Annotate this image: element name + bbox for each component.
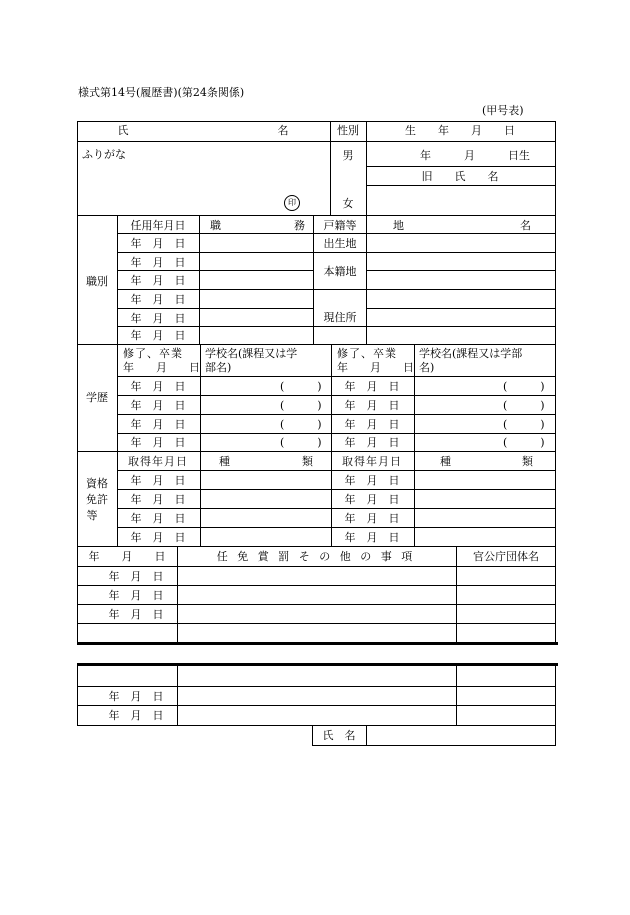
history-date-cell: 年 月 日 [108,690,164,703]
edu-date-cell: 年 月 日 [130,399,186,412]
history-date-cell: 年 月 日 [108,570,164,583]
license-date-header: 取得年月日 [128,455,188,468]
edu-date-header-1-right: 修了、卒業 [337,347,397,360]
license-side-label-2: 免許 [86,493,108,506]
birth-date-header: 生 年 月 日 [405,124,515,137]
license-date-cell: 年 月 日 [130,531,186,544]
sex-label: 性別 [337,124,359,137]
license-date-cell-right: 年 月 日 [344,474,400,487]
edu-paren: ( ) [280,436,322,449]
edu-date-header-2: 年 月 日 [123,361,200,374]
edu-date-cell-right: 年 月 日 [344,380,400,393]
name-label: 氏 [117,124,129,137]
place-header-2: 名 [520,219,531,232]
female-option[interactable]: 女 [342,197,354,210]
furigana-label: ふりがな [82,148,126,161]
history-org-header: 官公庁団体名 [473,550,539,563]
duty-header-1: 職 [210,219,221,232]
appointment-date-header: 任用年月日 [130,219,186,232]
edu-paren-right: ( ) [503,436,545,449]
occupation-date-cell: 年 月 日 [130,293,186,306]
license-kind-header-2: 類 [302,455,313,468]
license-side-label-1: 資格 [86,477,108,490]
edu-date-header-2-right: 年 月 日 [337,361,414,374]
license-kind-header-2-right: 類 [522,455,533,468]
edu-paren: ( ) [280,399,322,412]
edu-school-header-1-right: 学校名(課程又は学部 [419,347,523,360]
history-date-header: 年 月 日 [88,550,166,563]
history-date-cell: 年 月 日 [108,709,164,722]
license-date-header-right: 取得年月日 [342,455,402,468]
license-date-cell: 年 月 日 [130,512,186,525]
form-number: 様式第14号(履歴書)(第24条関係) [78,86,245,99]
footer-name-label: 氏 名 [322,729,356,742]
former-name-label: 旧 氏 名 [421,170,499,183]
edu-date-cell-right: 年 月 日 [344,436,400,449]
birthplace-label: 出生地 [323,237,357,250]
address-label: 現住所 [323,311,357,324]
duty-header-2: 務 [294,219,305,232]
birth-date-value: 年 月 日生 [420,149,530,162]
occupation-date-cell: 年 月 日 [130,329,186,342]
edu-school-header-2: 部名) [205,361,232,374]
license-date-cell: 年 月 日 [130,474,186,487]
edu-school-header-2-right: 名) [419,361,435,374]
edu-paren: ( ) [280,418,322,431]
history-date-cell: 年 月 日 [108,608,164,621]
seal-icon: 印 [284,195,300,211]
edu-paren-right: ( ) [503,418,545,431]
license-kind-header-1: 種 [219,455,230,468]
domicile-label: 本籍地 [323,265,357,278]
edu-date-cell: 年 月 日 [130,418,186,431]
license-date-cell-right: 年 月 日 [344,531,400,544]
edu-date-cell-right: 年 月 日 [344,418,400,431]
male-option[interactable]: 男 [342,149,354,162]
occupation-date-cell: 年 月 日 [130,256,186,269]
occupation-date-cell: 年 月 日 [130,274,186,287]
edu-school-header-1: 学校名(課程又は学 [205,347,298,360]
edu-paren: ( ) [280,380,322,393]
edu-date-cell: 年 月 日 [130,436,186,449]
history-matters-header: 任 免 賞 罰 そ の 他 の 事 項 [216,550,416,563]
edu-paren-right: ( ) [503,399,545,412]
edu-date-header-1: 修了、卒業 [123,347,183,360]
license-date-cell-right: 年 月 日 [344,512,400,525]
license-side-label-3: 等 [86,509,98,522]
edu-date-cell: 年 月 日 [130,380,186,393]
place-header-1: 地 [393,219,404,232]
occupation-date-cell: 年 月 日 [130,237,186,250]
education-side-label: 学歴 [86,391,108,404]
license-date-cell-right: 年 月 日 [344,493,400,506]
registry-header: 戸籍等 [323,219,357,232]
occupation-side-label: 職別 [86,275,108,288]
edu-date-cell-right: 年 月 日 [344,399,400,412]
license-date-cell: 年 月 日 [130,493,186,506]
form-type: (甲号表) [482,104,524,117]
history-date-cell: 年 月 日 [108,589,164,602]
license-kind-header-1-right: 種 [440,455,451,468]
occupation-date-cell: 年 月 日 [130,312,186,325]
name-label-suffix: 名 [277,124,289,137]
edu-paren-right: ( ) [503,380,545,393]
